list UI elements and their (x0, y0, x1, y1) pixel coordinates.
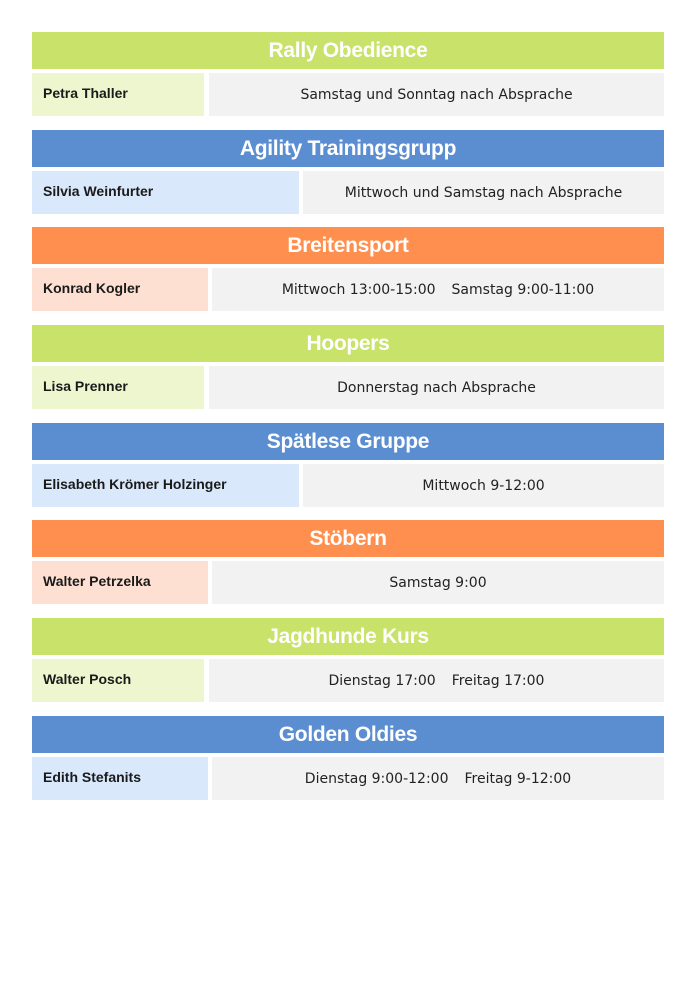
schedule-time (209, 659, 664, 702)
schedule-row (32, 561, 664, 604)
group-rally-obedience (32, 32, 664, 103)
trainer-name: Edith Stefanits (32, 757, 208, 800)
time-entry: Freitag 9-12:00 (464, 770, 572, 787)
schedule-row (32, 268, 664, 311)
schedule-time (303, 171, 664, 214)
time-entry: Mittwoch 13:00-15:00 (281, 281, 436, 298)
group-stoebern (32, 520, 664, 591)
group-spaetlese (32, 423, 664, 494)
schedule-time (303, 464, 664, 507)
schedule-time (209, 366, 664, 409)
group-golden-oldies (32, 716, 664, 787)
trainer-name: Silvia Weinfurter (32, 171, 299, 214)
trainer-name: Walter Posch (32, 659, 204, 702)
schedule-time (212, 757, 664, 800)
group-title: Rally Obedience (32, 32, 664, 69)
group-breitensport (32, 227, 664, 298)
group-title: Agility Trainingsgrupp (32, 130, 664, 167)
group-title: Jagdhunde Kurs (32, 618, 664, 655)
trainer-name: Walter Petrzelka (32, 561, 208, 604)
schedule-row (32, 73, 664, 116)
group-agility (32, 130, 664, 201)
time-entry: Samstag und Sonntag nach Absprache (300, 86, 573, 103)
time-entry: Mittwoch und Samstag nach Absprache (344, 184, 623, 201)
trainer-name: Konrad Kogler (32, 268, 208, 311)
schedule-row (32, 366, 664, 409)
group-title: Spätlese Gruppe (32, 423, 664, 460)
time-entry: Donnerstag nach Absprache (337, 379, 536, 396)
schedule-time (209, 73, 664, 116)
time-entry: Samstag 9:00 (389, 574, 487, 591)
time-entry: Mittwoch 9-12:00 (422, 477, 545, 494)
group-jagdhunde (32, 618, 664, 689)
time-entry: Samstag 9:00-11:00 (451, 281, 595, 298)
group-title: Stöbern (32, 520, 664, 557)
time-entry: Dienstag 17:00 (328, 672, 436, 689)
time-entry: Dienstag 9:00-12:00 (304, 770, 449, 787)
schedule-row (32, 659, 664, 702)
schedule-row (32, 757, 664, 800)
group-title: Golden Oldies (32, 716, 664, 753)
schedule-row (32, 171, 664, 214)
trainer-name: Petra Thaller (32, 73, 204, 116)
group-hoopers (32, 325, 664, 396)
trainer-name: Elisabeth Krömer Holzinger (32, 464, 299, 507)
group-title: Hoopers (32, 325, 664, 362)
schedule-row (32, 464, 664, 507)
schedule-time (212, 561, 664, 604)
group-title: Breitensport (32, 227, 664, 264)
time-entry: Freitag 17:00 (451, 672, 545, 689)
schedule-time (212, 268, 664, 311)
trainer-name: Lisa Prenner (32, 366, 204, 409)
